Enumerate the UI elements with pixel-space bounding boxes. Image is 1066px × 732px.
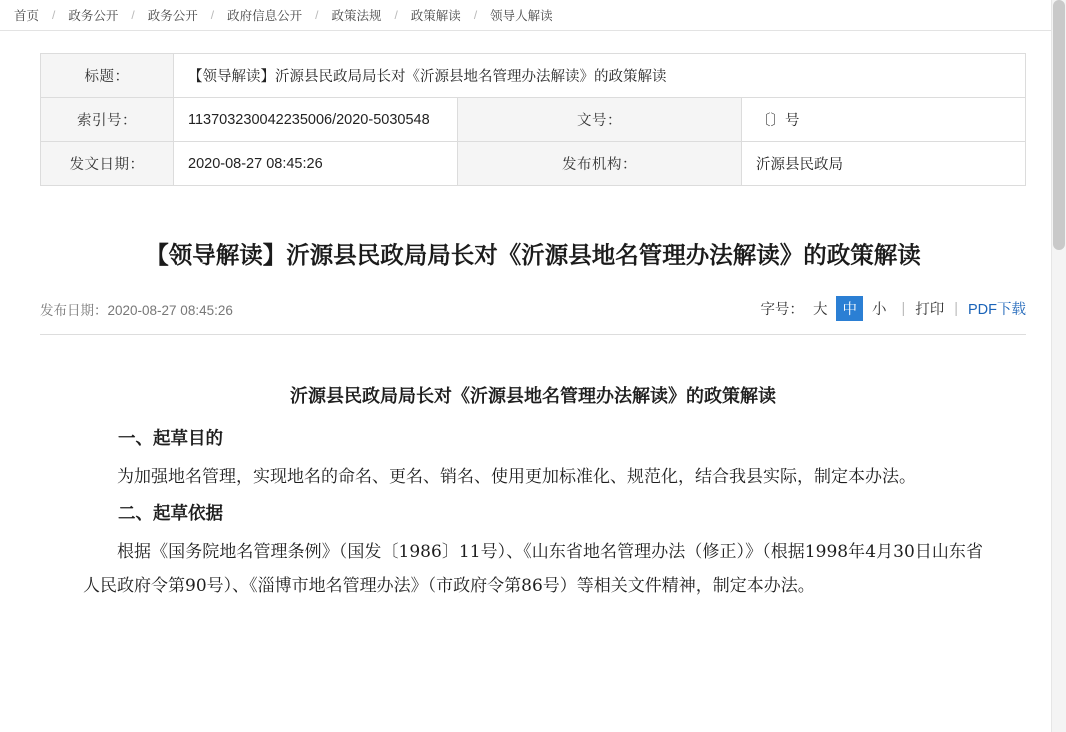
content-heading: 沂源县民政局局长对《沂源县地名管理办法解读》的政策解读 bbox=[290, 386, 776, 408]
breadcrumb-separator: / bbox=[473, 8, 478, 22]
scrollbar-thumb[interactable] bbox=[1053, 0, 1065, 250]
meta-value-index: 113703230042235006/2020-5030548 bbox=[174, 98, 458, 142]
breadcrumb-item-1[interactable]: 政务公开 bbox=[68, 9, 119, 23]
meta-label-docnum: 文号： bbox=[458, 98, 742, 142]
header-divider bbox=[40, 334, 1026, 335]
page-title: 【领导解读】沂源县民政局局长对《沂源县地名管理办法解读》的政策解读 bbox=[145, 241, 921, 269]
article-content bbox=[83, 379, 983, 604]
meta-value-docnum: 〔〕号 bbox=[742, 98, 1026, 142]
breadcrumb bbox=[0, 0, 1066, 30]
pdf-download-link[interactable]: PDF下载 bbox=[968, 302, 1026, 319]
table-row bbox=[41, 98, 1026, 142]
table-row bbox=[41, 142, 1026, 186]
breadcrumb-separator: / bbox=[131, 8, 135, 22]
table-row bbox=[41, 54, 1026, 98]
meta-label-org: 发布机构： bbox=[458, 142, 742, 186]
breadcrumb-item-4[interactable]: 政策法规 bbox=[331, 9, 382, 23]
font-size-label: 字号： bbox=[760, 302, 804, 319]
breadcrumb-divider bbox=[0, 30, 1066, 31]
meta-label-index: 索引号： bbox=[41, 98, 174, 142]
meta-value-org: 沂源县民政局 bbox=[742, 142, 1026, 186]
publish-date: 发布日期：2020-08-27 08:45:26 bbox=[40, 302, 233, 318]
font-size-small-button[interactable]: 小 bbox=[871, 302, 887, 319]
breadcrumb-item-5[interactable]: 政策解读 bbox=[410, 9, 461, 23]
breadcrumb-separator: / bbox=[394, 8, 398, 22]
content-paragraph-2: 根据《国务院地名管理条例》（国发〔1986〕11号）、《山东省地名管理办法（修正）》（根据1998年4月30日山东省人民政府令第90号）、《淄博市地名管理办法》（市政府令第86号）等相关文件精神，制定本办法。 bbox=[83, 541, 983, 597]
content-paragraph-1: 为加强地名管理，实现地名的命名、更名、销名、使用更加标准化、规范化，结合我县实际，制定本办法。 bbox=[117, 466, 916, 487]
print-button[interactable]: 打印 bbox=[915, 302, 945, 319]
content-subheading-1: 一、起草目的 bbox=[118, 428, 223, 449]
content-subheading-2: 二、起草依据 bbox=[118, 503, 223, 524]
meta-label-date: 发文日期： bbox=[41, 142, 174, 186]
breadcrumb-separator: / bbox=[52, 8, 56, 22]
breadcrumb-separator: / bbox=[315, 8, 319, 22]
breadcrumb-separator: / bbox=[210, 8, 215, 22]
font-size-large-button[interactable]: 大 bbox=[812, 302, 828, 319]
publish-toolbar bbox=[40, 296, 1026, 334]
article-tools bbox=[760, 296, 1026, 321]
breadcrumb-item-2[interactable]: 政务公开 bbox=[147, 9, 198, 23]
breadcrumb-item-6[interactable]: 领导人解读 bbox=[490, 9, 553, 23]
meta-value-date: 2020-08-27 08:45:26 bbox=[174, 142, 458, 186]
meta-value-title: 【领导解读】沂源县民政局局长对《沂源县地名管理办法解读》的政策解读 bbox=[174, 54, 1026, 98]
tools-divider: | bbox=[901, 300, 906, 317]
document-meta-table bbox=[40, 53, 1026, 186]
breadcrumb-item-0[interactable]: 首页 bbox=[14, 9, 40, 23]
page-scrollbar[interactable] bbox=[1051, 0, 1066, 732]
breadcrumb-item-3[interactable]: 政府信息公开 bbox=[227, 9, 303, 23]
font-size-medium-button[interactable]: 中 bbox=[836, 296, 863, 321]
tools-divider: | bbox=[954, 300, 958, 317]
meta-label-title: 标题： bbox=[41, 54, 174, 98]
